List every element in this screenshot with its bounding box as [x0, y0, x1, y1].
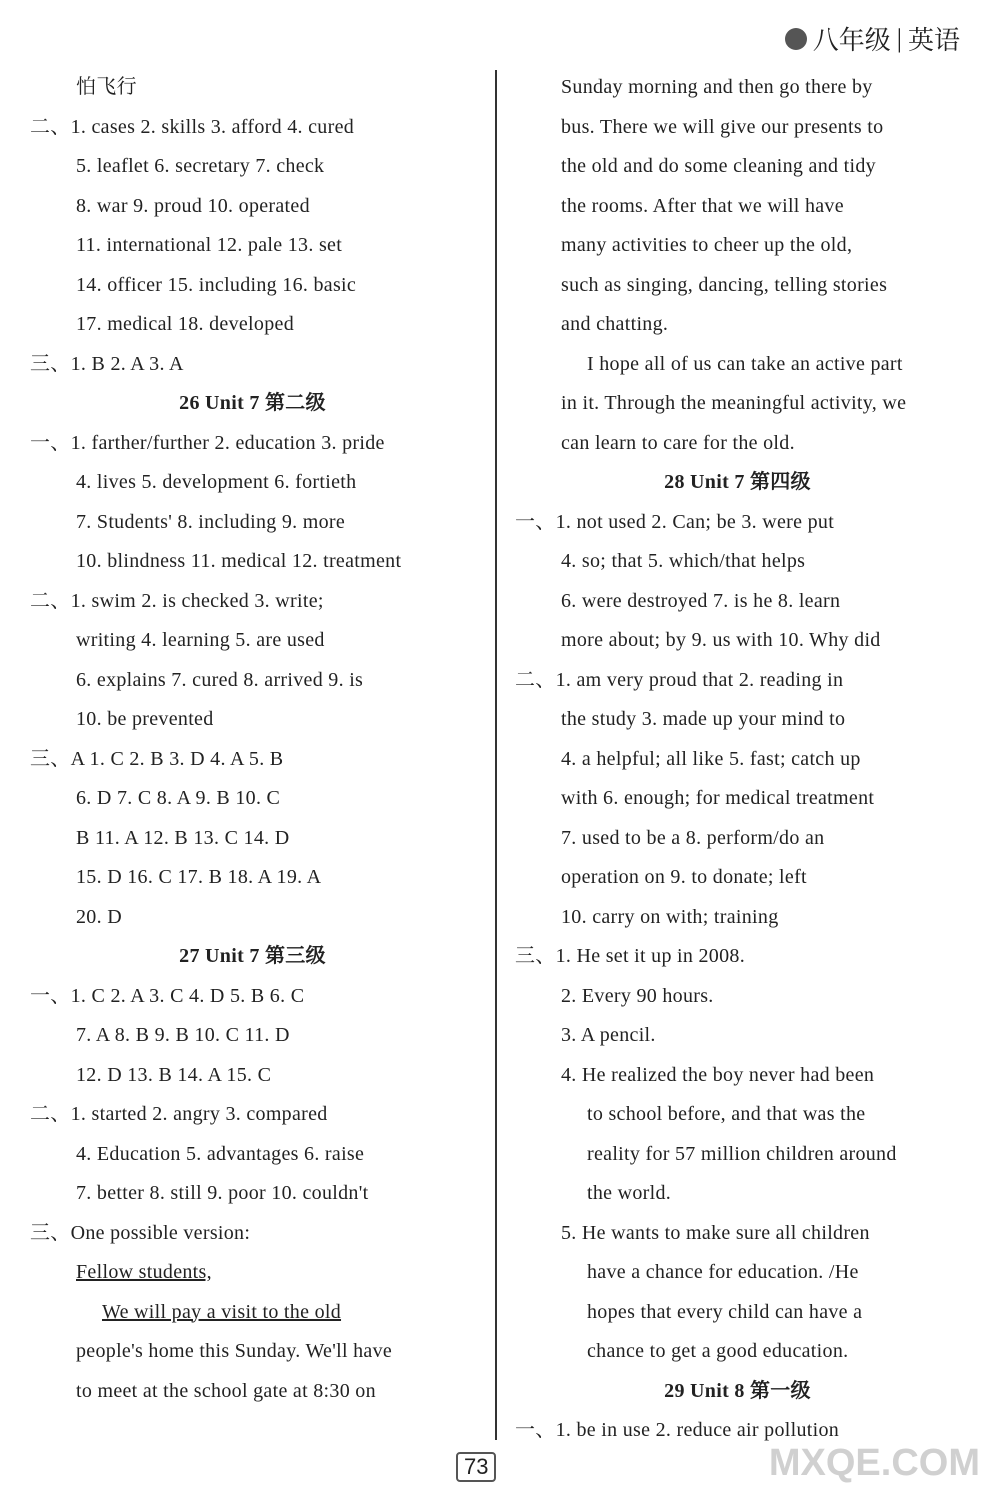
answer-line: and chatting. [561, 313, 669, 335]
answer-line: 10. be prevented [76, 708, 214, 730]
answer-line: such as singing, dancing, telling stories [561, 273, 888, 296]
answer-line: B 11. A 12. B 13. C 14. D [76, 826, 290, 849]
answer-line: 二、1. cases 2. skills 3. afford 4. cured [30, 115, 355, 138]
answer-line: reality for 57 million children around [587, 1142, 897, 1165]
answer-line: 2. Every 90 hours. [561, 984, 714, 1007]
answer-line: 三、1. He set it up in 2008. [515, 945, 746, 967]
answer-line: more about; by 9. us with 10. Why did [561, 629, 881, 651]
left-column [30, 68, 475, 1411]
answer-line: writing 4. learning 5. are used [76, 629, 325, 651]
subject-label: 英语 [907, 26, 960, 55]
header-separator: | [896, 23, 902, 53]
answer-line: 三、1. B 2. A 3. A [30, 352, 184, 375]
answer-line: in it. Through the meaningful activity, we [561, 392, 907, 414]
section-heading: 28 Unit 7 第四级 [664, 471, 811, 493]
answer-line: 17. medical 18. developed [76, 313, 294, 335]
answer-line: 15. D 16. C 17. B 18. A 19. A [76, 866, 322, 888]
answer-line: the study 3. made up your mind to [561, 708, 846, 730]
answer-line: to meet at the school gate at 8:30 on [76, 1379, 376, 1402]
grade-label: 八年级 [812, 26, 891, 55]
section-heading: 26 Unit 7 第二级 [179, 392, 326, 414]
answer-line: have a chance for education. /He [587, 1261, 859, 1283]
answer-line: 6. explains 7. cured 8. arrived 9. is [76, 668, 364, 691]
answer-line: operation on 9. to donate; left [561, 866, 807, 888]
answer-line: 一、1. not used 2. Can; be 3. were put [515, 510, 835, 533]
answer-line: many activities to cheer up the old, [561, 234, 853, 256]
answer-line: can learn to care for the old. [561, 431, 795, 454]
answer-line: 7. Students' 8. including 9. more [76, 510, 346, 533]
answer-line: Sunday morning and then go there by [561, 76, 873, 98]
answer-line: 4. Education 5. advantages 6. raise [76, 1142, 365, 1165]
answer-line: 20. D [76, 905, 122, 928]
answer-line: 7. A 8. B 9. B 10. C 11. D [76, 1024, 290, 1046]
answer-line: 三、A 1. C 2. B 3. D 4. A 5. B [30, 747, 284, 770]
answer-line: 10. blindness 11. medical 12. treatment [76, 550, 402, 572]
answer-line: 4. a helpful; all like 5. fast; catch up [561, 747, 861, 770]
watermark: MXQE.COM [768, 1442, 980, 1484]
answer-line: to school before, and that was the [587, 1103, 866, 1125]
answer-line: 10. carry on with; training [561, 905, 779, 928]
answer-line: 11. international 12. pale 13. set [76, 234, 343, 256]
answer-line: 一、1. C 2. A 3. C 4. D 5. B 6. C [30, 984, 305, 1007]
answer-line: 5. leaflet 6. secretary 7. check [76, 155, 325, 177]
answer-line: 怕飞行 [76, 76, 137, 98]
answer-line: 一、1. farther/further 2. education 3. pride [30, 431, 385, 454]
answer-line: 14. officer 15. including 16. basic [76, 273, 357, 296]
answer-line: the rooms. After that we will have [561, 194, 844, 217]
right-column [515, 68, 960, 1451]
answer-line: hopes that every child can have a [587, 1300, 863, 1323]
answer-line: 8. war 9. proud 10. operated [76, 194, 310, 217]
answer-line: 3. A pencil. [561, 1024, 656, 1046]
answer-line: 6. were destroyed 7. is he 8. learn [561, 589, 841, 612]
answer-line: 4. He realized the boy never had been [561, 1063, 875, 1086]
answer-line: 三、One possible version: [30, 1221, 251, 1244]
answer-line: 7. used to be a 8. perform/do an [561, 826, 825, 849]
answer-line: the world. [587, 1182, 672, 1204]
answer-line: 4. so; that 5. which/that helps [561, 550, 806, 572]
answer-line: 4. lives 5. development 6. fortieth [76, 471, 357, 493]
answer-line: chance to get a good education. [587, 1340, 849, 1362]
answer-line: We will pay a visit to the old [102, 1300, 342, 1323]
answer-line: 二、1. started 2. angry 3. compared [30, 1103, 328, 1125]
answer-line: bus. There we will give our presents to [561, 115, 884, 138]
answer-line: 二、1. swim 2. is checked 3. write; [30, 589, 324, 612]
answer-line: people's home this Sunday. We'll have [76, 1340, 393, 1362]
page-number: 73 [456, 1452, 496, 1482]
header-dot-icon [785, 28, 807, 50]
section-heading: 29 Unit 8 第一级 [664, 1379, 811, 1402]
answer-line: 二、1. am very proud that 2. reading in [515, 668, 844, 691]
answer-line: 5. He wants to make sure all children [561, 1221, 870, 1244]
answer-line: with 6. enough; for medical treatment [561, 787, 875, 809]
section-heading: 27 Unit 7 第三级 [179, 945, 326, 967]
answer-line: I hope all of us can take an active part [587, 352, 903, 375]
answer-line: 12. D 13. B 14. A 15. C [76, 1063, 272, 1086]
page-header [785, 20, 960, 57]
answer-line: 6. D 7. C 8. A 9. B 10. C [76, 787, 281, 809]
column-divider [495, 70, 497, 1440]
answer-line: 一、1. be in use 2. reduce air pollution [515, 1419, 840, 1441]
answer-line: 7. better 8. still 9. poor 10. couldn't [76, 1182, 369, 1204]
answer-line: the old and do some cleaning and tidy [561, 155, 876, 177]
answer-line: Fellow students, [76, 1261, 212, 1283]
